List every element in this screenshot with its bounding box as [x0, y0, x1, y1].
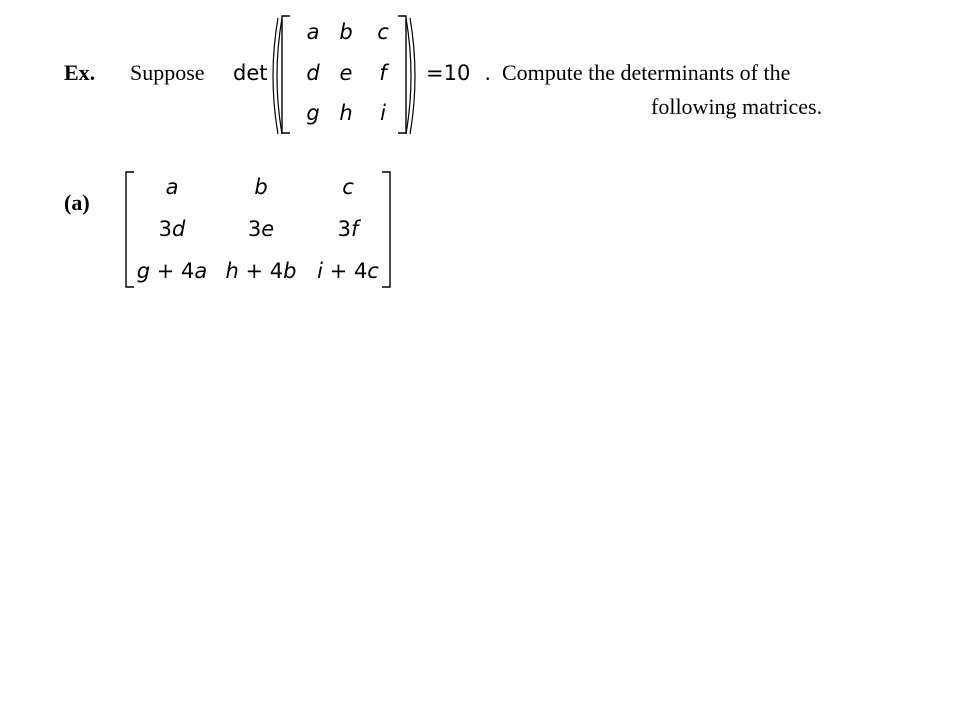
det-function: det: [233, 61, 268, 85]
entry-variable: c: [367, 259, 379, 283]
entry-variable: b: [283, 259, 297, 283]
period: .: [485, 60, 491, 85]
det-right-paren: [404, 16, 424, 136]
part-a-matrix-entry: [254, 175, 267, 199]
part-a-matrix-entry: [226, 259, 297, 283]
entry-variable: f: [350, 217, 359, 241]
det-matrix-entry: b: [339, 20, 353, 44]
det-matrix-left-bracket: [280, 15, 292, 135]
det-matrix-entry: d: [306, 61, 320, 85]
part-a-matrix-entry: [248, 217, 274, 241]
entry-coefficient: 3: [337, 217, 351, 241]
part-a-right-bracket: [380, 171, 392, 289]
task-line-1: Compute the determinants of the: [502, 60, 791, 85]
example-label: Ex.: [64, 60, 96, 85]
det-matrix-entry: a: [306, 20, 320, 44]
part-a-matrix-entry: [159, 217, 186, 241]
entry-operator: + 4: [238, 259, 284, 283]
part-a-matrix-entry: [338, 217, 359, 241]
entry-variable: h: [225, 259, 239, 283]
det-matrix-entry: i: [380, 101, 386, 125]
entry-coefficient: 3: [158, 217, 173, 241]
entry-variable: c: [342, 175, 354, 199]
part-a-matrix-entry: [342, 175, 354, 199]
part-a-matrix-entry: [166, 175, 179, 199]
det-matrix-entry: c: [377, 20, 389, 44]
entry-variable: e: [261, 217, 275, 241]
entry-operator: + 4: [322, 259, 368, 283]
part-a-matrix-entry: [137, 259, 208, 283]
entry-variable: a: [194, 259, 208, 283]
entry-coefficient: 3: [247, 217, 262, 241]
determinant-value: =10: [426, 61, 471, 85]
intro-text: Suppose: [130, 60, 205, 85]
part-a-left-bracket: [124, 171, 136, 289]
det-matrix-entry: g: [306, 101, 320, 125]
entry-variable: i: [317, 259, 323, 283]
entry-operator: + 4: [150, 259, 195, 283]
part-a-label: (a): [64, 190, 90, 215]
det-matrix-entry: h: [339, 101, 353, 125]
entry-variable: g: [136, 259, 151, 283]
det-matrix-entry: f: [379, 61, 387, 85]
task-line-2: following matrices.: [651, 94, 823, 119]
entry-variable: a: [165, 175, 179, 199]
det-matrix-entry: e: [339, 61, 353, 85]
entry-variable: d: [172, 217, 186, 241]
entry-variable: b: [254, 175, 268, 199]
part-a-matrix-entry: [317, 259, 379, 283]
